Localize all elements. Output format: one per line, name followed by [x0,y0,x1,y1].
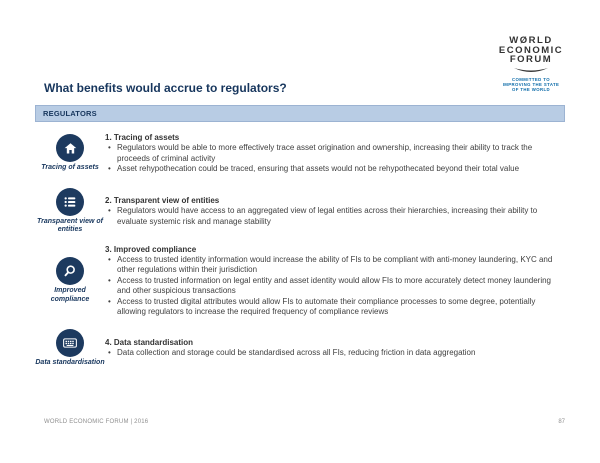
benefit-row-improved-compliance [35,244,565,318]
list-item: • Asset rehypothecation could be traced, ensuring that assets would not be rehypothecated beyond their total value [108,164,520,173]
benefit-row-transparent-view [35,188,565,235]
improved-compliance-label: Improved compliance [50,287,90,303]
wef-tagline-line2: IMPROVING THE STATE [502,81,560,87]
regulators-header-label: REGULATORS [43,109,97,118]
benefits-list [35,132,565,367]
data-standardisation-content [105,337,565,359]
wef-logo [492,36,570,92]
benefit-row-tracing-of-assets [35,132,565,175]
data-standardisation-label: Data standardisation [35,358,105,366]
keyboard-icon [56,329,84,357]
tracing-of-assets-icon-column [35,134,105,173]
bullet-marker: • [108,296,111,306]
tracing-of-assets-content [105,132,565,175]
magnifier-icon [56,257,84,285]
bullet-marker: • [108,206,111,215]
data-standardisation-icon-column [35,329,105,368]
wef-tagline-line1: COMMITTED TO [512,76,550,82]
tracing-of-assets-label: Tracing of assets [41,164,99,171]
tracing-of-assets-heading: 1. Tracing of assets [105,133,180,142]
list-item: • Access to trusted information on legal entity and asset identity would allow FIs to more accurately detect money laundering and other suspicious transactions [108,275,552,295]
improved-compliance-heading: 3. Improved compliance [105,244,197,254]
wef-wordmark-line1: WØRLD [509,35,553,46]
home-icon [56,134,84,162]
page-number: 87 [558,419,565,425]
transparent-view-icon-column [35,188,105,235]
list-item: • Regulators would have access to an aggregated view of legal entities across their hierarchies, increasing their ability to evaluate systemic risk and manage stability [108,206,538,226]
transparent-view-label: Transparent view of entities [36,217,103,233]
wef-tagline-line3: OF THE WORLD [512,86,550,92]
list-item: • Data collection and storage could be standardised across all FIs, reducing friction in data aggregation [108,348,476,357]
transparent-view-heading: 2. Transparent view of entities [105,196,220,205]
benefit-row-data-standardisation [35,329,565,368]
improved-compliance-content [105,244,565,318]
swoosh-icon [511,66,551,75]
regulators-header-bar [35,105,565,122]
list-item: • Regulators would be able to more effectively trace asset origination and ownership, increasing their ability to track the proceeds of criminal activity [108,143,533,163]
wef-wordmark-line3: FORUM [509,54,553,65]
transparent-view-content [105,195,565,227]
improved-compliance-icon-column [35,257,105,304]
list-icon [56,188,84,216]
bullet-marker: • [108,254,111,264]
footer-source: WORLD ECONOMIC FORUM | 2016 [44,419,149,425]
bullet-marker: • [108,275,111,285]
bullet-marker: • [108,143,111,152]
bullet-marker: • [108,164,111,173]
wef-wordmark-line2: ECONOMIC [498,44,564,56]
list-item: • Access to trusted digital attributes would allow FIs to automate their compliance processes to some degree, potentially allowing regulators to increase the required frequency of compliance reviews [108,296,536,316]
list-item: • Access to trusted identity information would increase the ability of FIs to be compliant with anti-money laundering, KYC and other regulations within their jurisdiction [108,254,553,274]
page-title: What benefits would accrue to regulators? [44,81,287,95]
bullet-marker: • [108,348,111,357]
data-standardisation-heading: 4. Data standardisation [105,338,194,347]
